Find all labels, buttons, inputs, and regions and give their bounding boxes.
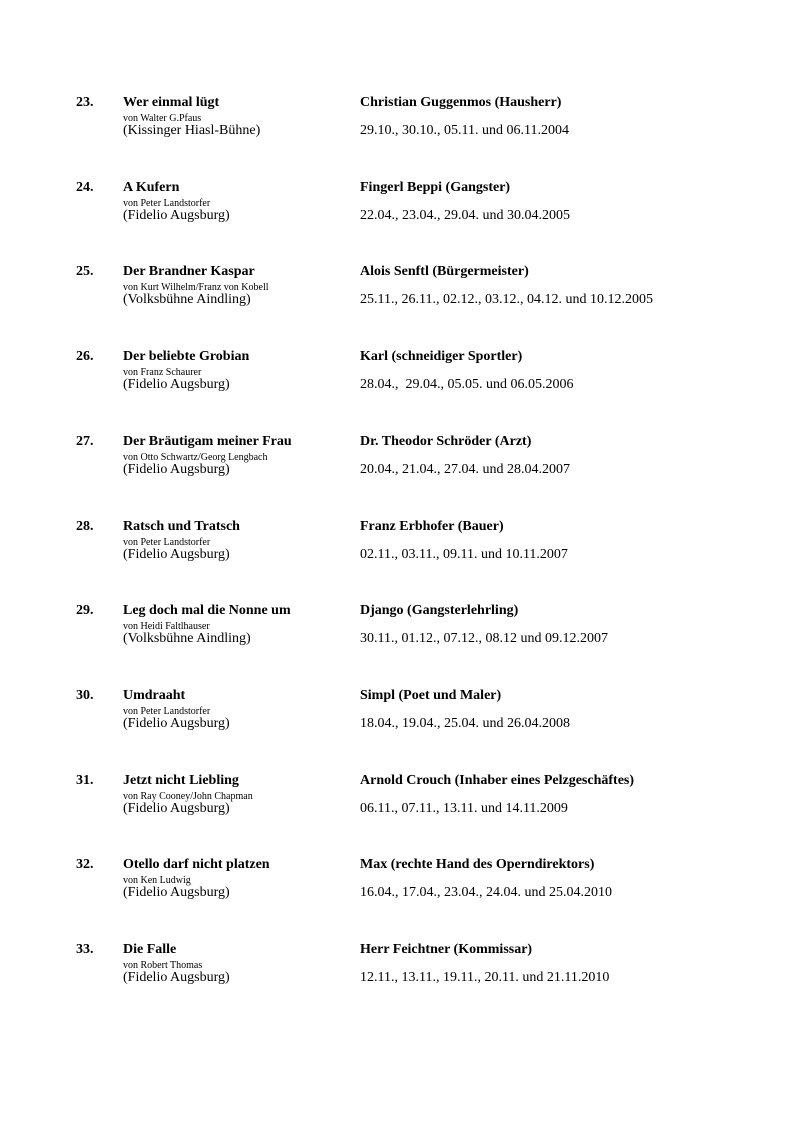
play-title: Umdraaht xyxy=(123,687,186,703)
production-entry xyxy=(0,264,796,324)
production-entry xyxy=(0,688,796,748)
entry-number: 27. xyxy=(76,433,94,449)
performance-dates: 06.11., 07.11., 13.11. und 14.11.2009 xyxy=(360,800,568,816)
play-venue: (Volksbühne Aindling) xyxy=(123,292,251,308)
play-venue: (Volksbühne Aindling) xyxy=(123,631,251,647)
performance-dates: 29.10., 30.10., 05.11. und 06.11.2004 xyxy=(360,123,569,138)
production-entry xyxy=(0,942,796,1002)
production-entry xyxy=(0,773,796,833)
play-author: von Franz Schaurer xyxy=(123,367,202,379)
performance-dates: 20.04., 21.04., 27.04. und 28.04.2007 xyxy=(360,461,570,477)
play-venue: (Fidelio Augsburg) xyxy=(123,546,230,562)
play-title: Der Bräutigam meiner Frau xyxy=(123,433,292,449)
production-entry xyxy=(0,519,796,579)
role-name: Franz Erbhofer (Bauer) xyxy=(360,518,504,534)
play-venue: (Fidelio Augsburg) xyxy=(123,885,230,901)
role-name: Karl (schneidiger Sportler) xyxy=(360,349,523,365)
play-title: Die Falle xyxy=(123,942,177,957)
role-name: Dr. Theodor Schröder (Arzt) xyxy=(360,433,532,449)
production-entry xyxy=(0,857,796,917)
play-author: von Heidi Faltlhauser xyxy=(123,621,210,633)
play-venue: (Fidelio Augsburg) xyxy=(123,970,230,985)
performance-dates: 12.11., 13.11., 19.11., 20.11. und 21.11.2010 xyxy=(360,970,610,985)
role-name: Fingerl Beppi (Gangster) xyxy=(360,179,511,195)
performance-dates: 16.04., 17.04., 23.04., 24.04. und 25.04.2010 xyxy=(360,885,612,901)
play-venue: (Kissinger Hiasl-Bühne) xyxy=(123,123,261,138)
entry-number: 30. xyxy=(76,687,94,703)
play-title: Leg doch mal die Nonne um xyxy=(123,603,291,619)
play-author: von Walter G.Pfaus xyxy=(123,113,202,124)
production-entry xyxy=(0,180,796,240)
play-author: von Peter Landstorfer xyxy=(123,705,211,717)
entry-number: 28. xyxy=(76,518,94,534)
performance-dates: 25.11., 26.11., 02.12., 03.12., 04.12. und 10.12.2005 xyxy=(360,292,653,308)
play-title: Wer einmal lügt xyxy=(123,95,220,110)
role-name: Arnold Crouch (Inhaber eines Pelzgeschäftes) xyxy=(360,772,635,788)
performance-dates: 28.04., 29.04., 05.05. und 06.05.2006 xyxy=(360,377,574,393)
role-name: Max (rechte Hand des Operndirektors) xyxy=(360,857,595,873)
play-venue: (Fidelio Augsburg) xyxy=(123,207,230,223)
entry-number: 29. xyxy=(76,603,94,619)
play-author: von Ray Cooney/John Chapman xyxy=(123,790,253,802)
performance-dates: 30.11., 01.12., 07.12., 08.12 und 09.12.2007 xyxy=(360,631,608,647)
role-name: Christian Guggenmos (Hausherr) xyxy=(360,95,562,110)
play-title: Otello darf nicht platzen xyxy=(123,857,270,873)
production-entry xyxy=(0,349,796,409)
play-title: Jetzt nicht Liebling xyxy=(123,772,239,788)
performance-dates: 18.04., 19.04., 25.04. und 26.04.2008 xyxy=(360,715,570,731)
play-author: von Otto Schwartz/Georg Lengbach xyxy=(123,451,268,463)
production-entry xyxy=(0,95,796,155)
performance-dates: 22.04., 23.04., 29.04. und 30.04.2005 xyxy=(360,207,570,223)
play-title: A Kufern xyxy=(123,179,180,195)
play-title: Ratsch und Tratsch xyxy=(123,518,240,534)
production-entry xyxy=(0,434,796,494)
play-author: von Kurt Wilhelm/Franz von Kobell xyxy=(123,282,269,294)
role-name: Alois Senftl (Bürgermeister) xyxy=(360,264,529,280)
play-author: von Peter Landstorfer xyxy=(123,536,211,548)
entry-number: 33. xyxy=(76,942,94,957)
play-venue: (Fidelio Augsburg) xyxy=(123,800,230,816)
play-author: von Peter Landstorfer xyxy=(123,197,211,209)
performance-dates: 02.11., 03.11., 09.11. und 10.11.2007 xyxy=(360,546,568,562)
entry-number: 24. xyxy=(76,179,94,195)
play-title: Der beliebte Grobian xyxy=(123,349,250,365)
play-title: Der Brandner Kaspar xyxy=(123,264,255,280)
role-name: Herr Feichtner (Kommissar) xyxy=(360,942,533,957)
role-name: Django (Gangsterlehrling) xyxy=(360,603,519,619)
entry-number: 25. xyxy=(76,264,94,280)
entry-number: 23. xyxy=(76,95,94,110)
play-venue: (Fidelio Augsburg) xyxy=(123,461,230,477)
entry-number: 32. xyxy=(76,857,94,873)
role-name: Simpl (Poet und Maler) xyxy=(360,687,502,703)
play-venue: (Fidelio Augsburg) xyxy=(123,715,230,731)
production-entry xyxy=(0,603,796,663)
play-author: von Robert Thomas xyxy=(123,960,203,971)
play-author: von Ken Ludwig xyxy=(123,875,191,887)
entry-number: 26. xyxy=(76,349,94,365)
play-venue: (Fidelio Augsburg) xyxy=(123,377,230,393)
entry-number: 31. xyxy=(76,772,94,788)
